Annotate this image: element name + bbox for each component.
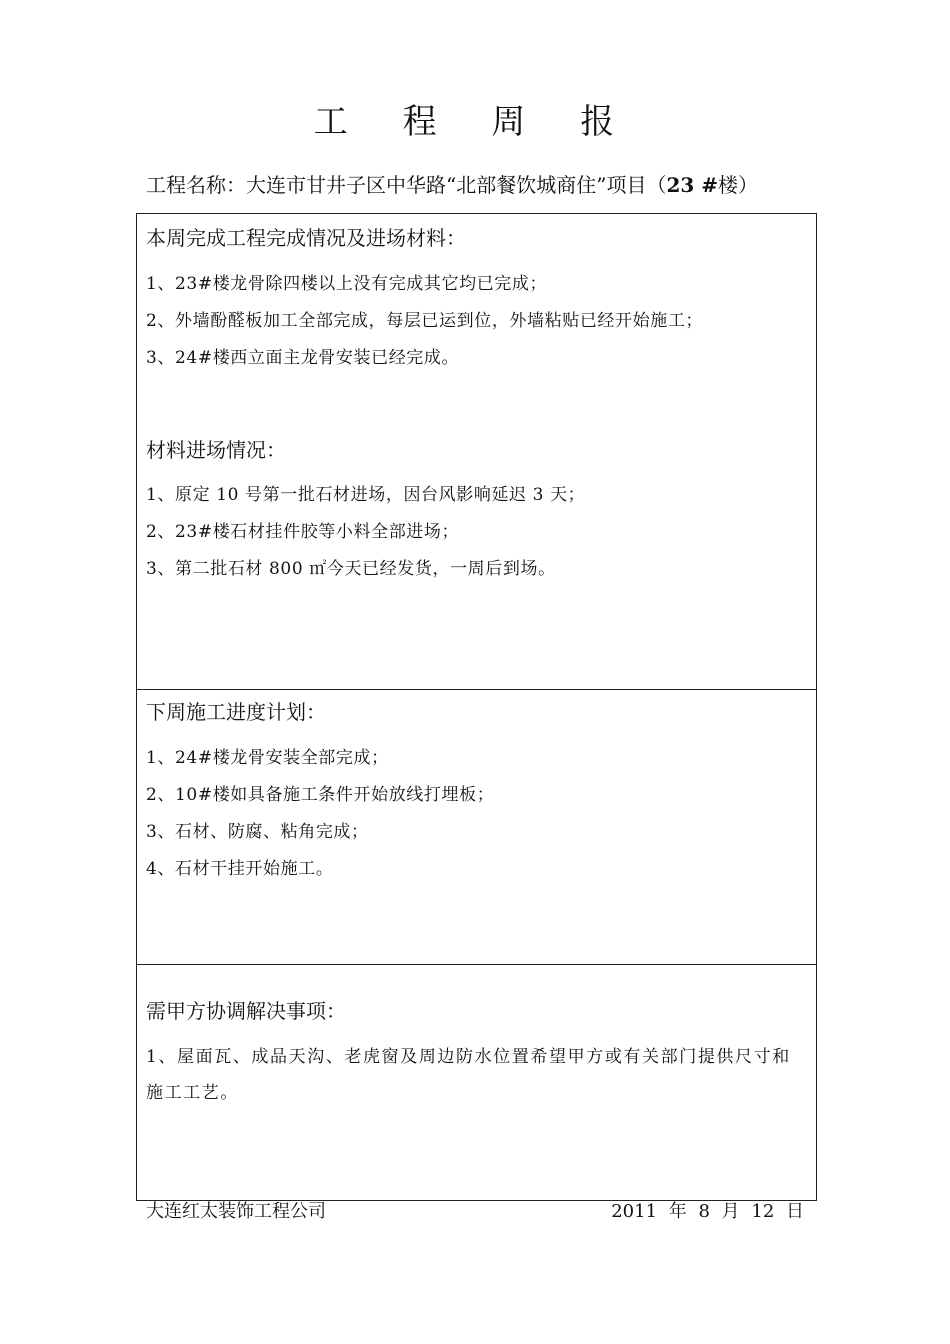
completed-item-1: 1、23#楼龙骨除四楼以上没有完成其它均已完成； [146,274,548,294]
materials-item-1: 1、原定 10 号第一批石材进场，因台风影响延迟 3 天； [146,485,586,505]
project-name-suffix: 楼） [718,173,759,197]
next-week-item-2: 2、10#楼如具备施工条件开始放线打埋板； [146,785,495,805]
completed-item-3: 3、24#楼西立面主龙骨安装已经完成。 [146,348,460,368]
next-week-item-4: 4、石材干挂开始施工。 [146,859,334,879]
next-week-item-1: 1、24#楼龙骨安装全部完成； [146,748,389,768]
project-building-number: 23 # [666,173,719,197]
company-name: 大连红太装饰工程公司 [146,1201,326,1222]
materials-heading: 材料进场情况： [146,438,286,462]
coordination-item-1: 1、屋面瓦、成品天沟、老虎窗及周边防水位置希望甲方或有关部门提供尺寸和施工工艺。 [146,1047,791,1103]
next-week-item-3: 3、石材、防腐、粘角完成； [146,822,369,842]
section-coordination-items [137,964,816,1200]
completed-heading: 本周完成工程完成情况及进场材料： [146,226,466,250]
next-week-heading: 下周施工进度计划： [146,700,326,724]
coordination-heading: 需甲方协调解决事项： [146,999,346,1023]
materials-item-2: 2、23#楼石材挂件胶等小料全部进场； [146,522,460,542]
report-date: 2011 年 8 月 12 日 [611,1201,804,1222]
section-completed-work [137,214,816,689]
report-title: 工 程 周 报 [313,102,637,142]
report-table [136,213,817,1201]
project-name-line [146,170,758,200]
section-next-week-plan [137,689,816,964]
completed-item-2: 2、外墙酚醛板加工全部完成，每层已运到位，外墙粘贴已经开始施工； [146,311,704,331]
materials-item-3: 3、第二批石材 800 ㎡今天已经发货，一周后到场。 [146,559,556,579]
project-name-label: 工程名称：大连市甘井子区中华路“北部餐饮城商住”项目（ [146,173,667,197]
